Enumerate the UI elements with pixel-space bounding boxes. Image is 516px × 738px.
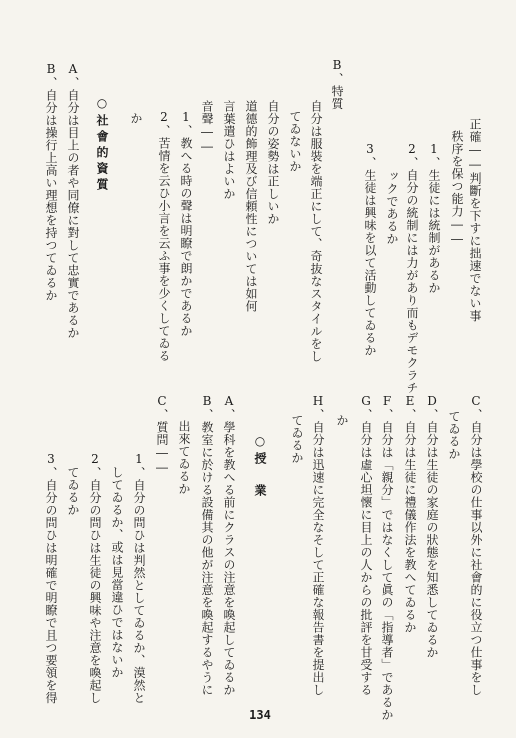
text-line: 秩序を保つ能力―― [450, 130, 464, 247]
text-line: 3、自分の問ひは明確で明瞭で且つ要領を得 [44, 452, 58, 704]
text-line: 3、生徒は興味を以て活動してゐるか [363, 142, 377, 357]
text-line: A、自分は目上の者や同僚に對して忠實であるか [66, 62, 80, 339]
text-line: D、自分は生徒の家庭の狀態を知悉してゐるか [425, 394, 439, 659]
text-line: 2、自分の統制には力があり而もデモクラチ [405, 142, 419, 394]
text-line: B、教室に於ける設備其の他が注意を喚起するやうに [200, 394, 214, 696]
text-line: 1、自分の問ひは判然としてゐるか、漠然と [132, 452, 146, 704]
text-line: てゐるか [447, 410, 461, 460]
text-line: 2、自分の問ひは生徒の興味や注意を喚起し [88, 452, 102, 704]
text-line: てゐないか [288, 110, 302, 173]
text-line: てゐるか [290, 414, 304, 464]
text-line: 自分の姿勢は正しいか [266, 100, 280, 225]
text-line: A、學科を教へる前にクラスの注意を喚起してゐるか [222, 394, 236, 696]
text-line: 言葉遣ひはよいか [222, 100, 236, 200]
text-line: C、自分は學校の仕事以外に社會的に役立つ仕事をし [469, 394, 483, 696]
text-line: B、自分は操行上高い理想を持つてゐるか [44, 62, 58, 302]
text-line: G、自分は虛心坦懷に目上の人からの批評を甘受する [359, 394, 373, 696]
text-line: E、自分は生徒に禮儀作法を教へてゐるか [403, 394, 417, 634]
text-line: H、自分は迅速に完全なそして正確な報告書を提出し [311, 394, 325, 696]
text-line: か [335, 414, 349, 427]
text-line: 1、教へる時の聲は明瞭で朗かであるか [179, 110, 193, 337]
text-line: か [129, 112, 143, 125]
text-line: 音聲―― [200, 100, 214, 154]
text-line: 道德的飾理及び信頼性については如何 [244, 100, 258, 313]
page-number: 134 [249, 708, 271, 722]
text-line: F、自分は「親分」ではなくして眞の「指導者」であるか [380, 394, 394, 721]
section-heading-social: ○社會的資質 [95, 96, 109, 194]
text-line: B、特質 [330, 58, 344, 110]
text-line: 1、生徒には統制があるか [427, 142, 441, 294]
text-line: 2、苦情を云ひ小言を云ふ事を少くしてゐる [157, 110, 171, 362]
text-line: してゐるか、或は見當違ひではないか [110, 466, 124, 679]
text-line: 正確――判斷を下すに拙速でない事 [468, 118, 482, 322]
section-heading-teaching: ○授 業 [253, 434, 267, 500]
text-line: 出來てゐるか [177, 420, 191, 495]
text-line: 自分は服裝を端正にして、奇抜なスタイルをし [309, 100, 323, 363]
text-line: C、質問―― [155, 394, 169, 475]
text-line: ックであるか [385, 170, 399, 245]
text-line: てゐるか [66, 466, 80, 516]
